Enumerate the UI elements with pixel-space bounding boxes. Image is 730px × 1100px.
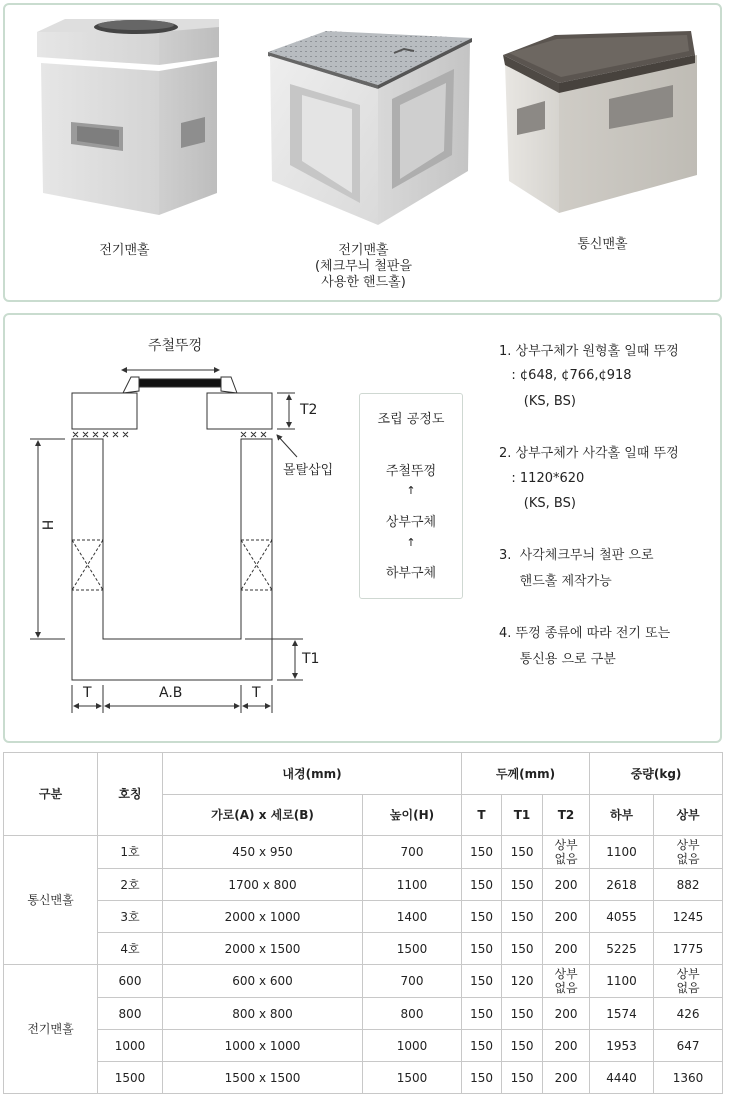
- width-depth-cell: 1700 x 800: [163, 869, 363, 901]
- t1-cell: 120: [502, 965, 543, 998]
- height-cell: 1100: [363, 869, 462, 901]
- t1-cell: 150: [502, 1062, 543, 1094]
- group-name-cell: 전기맨홀: [4, 965, 98, 1094]
- t1-cell: 150: [502, 901, 543, 933]
- lower-weight-cell: 4440: [590, 1062, 654, 1094]
- assembly-process-box: [359, 393, 463, 599]
- upper-weight-cell: 상부 없음: [654, 965, 723, 998]
- t1-label: T1: [302, 651, 320, 667]
- up-arrow-icon: ↑: [406, 484, 416, 497]
- h-label: H: [38, 519, 55, 531]
- note-line: 4. 뚜껑 종류에 따라 전기 또는: [499, 626, 671, 641]
- table-row: [4, 836, 723, 869]
- note-line: (KS, BS): [499, 496, 576, 511]
- lower-weight-cell: 1953: [590, 1030, 654, 1062]
- t1-cell: 150: [502, 836, 543, 869]
- t1-cell: 150: [502, 998, 543, 1030]
- telecom-manhole-image: [483, 5, 722, 235]
- model-cell: 600: [98, 965, 163, 998]
- t1-cell: 150: [502, 933, 543, 965]
- mortar-label: 몰탈삽입: [283, 463, 334, 478]
- t1-cell: 150: [502, 1030, 543, 1062]
- product-telecom-manhole: [483, 5, 722, 300]
- note-line: (KS, BS): [499, 394, 576, 409]
- width-depth-cell: 2000 x 1000: [163, 901, 363, 933]
- width-depth-cell: 800 x 800: [163, 998, 363, 1030]
- header-thickness: 두께(mm): [462, 753, 590, 795]
- t2-label: T2: [300, 402, 318, 418]
- t2-cell: 200: [543, 933, 590, 965]
- width-depth-cell: 600 x 600: [163, 965, 363, 998]
- product-caption: (체크무늬 철판을: [314, 259, 413, 274]
- model-cell: 3호: [98, 901, 163, 933]
- header-upper-weight: 상부: [654, 795, 723, 836]
- t-cell: 150: [462, 1062, 502, 1094]
- note-line: 통신용 으로 구분: [499, 652, 616, 667]
- table-row: [4, 901, 723, 933]
- width-depth-cell: 1500 x 1500: [163, 1062, 363, 1094]
- t-cell: 150: [462, 901, 502, 933]
- model-cell: 2호: [98, 869, 163, 901]
- header-width-depth: 가로(A) x 세로(B): [163, 795, 363, 836]
- t2-cell: 200: [543, 1030, 590, 1062]
- upper-weight-cell: 426: [654, 998, 723, 1030]
- header-category: 구분: [4, 753, 98, 836]
- t-cell: 150: [462, 836, 502, 869]
- assembly-step: 상부구체: [385, 515, 437, 530]
- t-cell: 150: [462, 869, 502, 901]
- width-depth-cell: 450 x 950: [163, 836, 363, 869]
- up-arrow-icon: ↑: [406, 536, 416, 549]
- checker-plate-handhole-image: [244, 5, 483, 235]
- note-line: : ¢648, ¢766,¢918: [499, 368, 632, 383]
- note-line: : 1120*620: [499, 471, 585, 486]
- assembly-step: 주철뚜껑: [385, 464, 437, 479]
- ab-label: A.B: [159, 685, 183, 701]
- upper-weight-cell: 1360: [654, 1062, 723, 1094]
- height-cell: 700: [363, 965, 462, 998]
- product-caption: 전기맨홀: [99, 243, 150, 258]
- header-height: 높이(H): [363, 795, 462, 836]
- note-line: 핸드홀 제작가능: [499, 574, 612, 589]
- header-inner-dimension: 내경(mm): [163, 753, 462, 795]
- table-row: [4, 1030, 723, 1062]
- note-line: 1. 상부구체가 원형홀 일때 뚜껑: [499, 344, 679, 359]
- product-electric-manhole: [5, 5, 244, 300]
- t-cell: 150: [462, 933, 502, 965]
- lower-weight-cell: 5225: [590, 933, 654, 965]
- lower-weight-cell: 4055: [590, 901, 654, 933]
- assembly-step: 하부구체: [385, 566, 437, 581]
- product-caption: 전기맨홀: [338, 243, 389, 258]
- t-left-label: T: [83, 685, 92, 701]
- lower-weight-cell: 1574: [590, 998, 654, 1030]
- lower-weight-cell: 1100: [590, 836, 654, 869]
- model-cell: 800: [98, 998, 163, 1030]
- t2-cell: 200: [543, 1062, 590, 1094]
- height-cell: 700: [363, 836, 462, 869]
- width-depth-cell: 1000 x 1000: [163, 1030, 363, 1062]
- table-row: [4, 933, 723, 965]
- header-model: 호칭: [98, 753, 163, 836]
- model-cell: 4호: [98, 933, 163, 965]
- cover-label: 주철뚜껑: [148, 338, 203, 354]
- product-photos-panel: [3, 3, 722, 302]
- height-cell: 800: [363, 998, 462, 1030]
- header-t1: T1: [502, 795, 543, 836]
- model-cell: 1500: [98, 1062, 163, 1094]
- t2-cell: 200: [543, 998, 590, 1030]
- width-depth-cell: 2000 x 1500: [163, 933, 363, 965]
- model-cell: 1000: [98, 1030, 163, 1062]
- height-cell: 1500: [363, 933, 462, 965]
- upper-weight-cell: 상부 없음: [654, 836, 723, 869]
- group-name-cell: 통신맨홀: [4, 836, 98, 965]
- electric-manhole-image: [5, 5, 244, 235]
- t-cell: 150: [462, 965, 502, 998]
- t-cell: 150: [462, 998, 502, 1030]
- product-caption: 사용한 핸드홀): [321, 275, 406, 290]
- header-t2: T2: [543, 795, 590, 836]
- cross-section-drawing: [5, 315, 345, 741]
- note-line: 3. 사각체크무늬 철판 으로: [499, 548, 654, 563]
- height-cell: 1000: [363, 1030, 462, 1062]
- model-cell: 1호: [98, 836, 163, 869]
- header-weight: 중량(kg): [590, 753, 723, 795]
- spec-table: [3, 752, 723, 1094]
- upper-weight-cell: 882: [654, 869, 723, 901]
- assembly-title: 조립 공정도: [377, 412, 445, 427]
- lower-weight-cell: 1100: [590, 965, 654, 998]
- height-cell: 1500: [363, 1062, 462, 1094]
- header-lower-weight: 하부: [590, 795, 654, 836]
- upper-weight-cell: 647: [654, 1030, 723, 1062]
- note-line: 2. 상부구체가 사각홀 일때 뚜껑: [499, 446, 679, 461]
- table-row: [4, 998, 723, 1030]
- table-row: [4, 869, 723, 901]
- t2-cell: 200: [543, 901, 590, 933]
- product-caption: 통신맨홀: [577, 237, 628, 252]
- t-right-label: T: [252, 685, 261, 701]
- table-row: [4, 965, 723, 998]
- table-row: [4, 1062, 723, 1094]
- product-checker-plate-handhole: [244, 5, 483, 300]
- t2-cell: 상부 없음: [543, 965, 590, 998]
- lower-weight-cell: 2618: [590, 869, 654, 901]
- header-t: T: [462, 795, 502, 836]
- upper-weight-cell: 1245: [654, 901, 723, 933]
- t1-cell: 150: [502, 869, 543, 901]
- upper-weight-cell: 1775: [654, 933, 723, 965]
- height-cell: 1400: [363, 901, 462, 933]
- t-cell: 150: [462, 1030, 502, 1062]
- t2-cell: 200: [543, 869, 590, 901]
- structure-diagram-panel: [3, 313, 722, 743]
- t2-cell: 상부 없음: [543, 836, 590, 869]
